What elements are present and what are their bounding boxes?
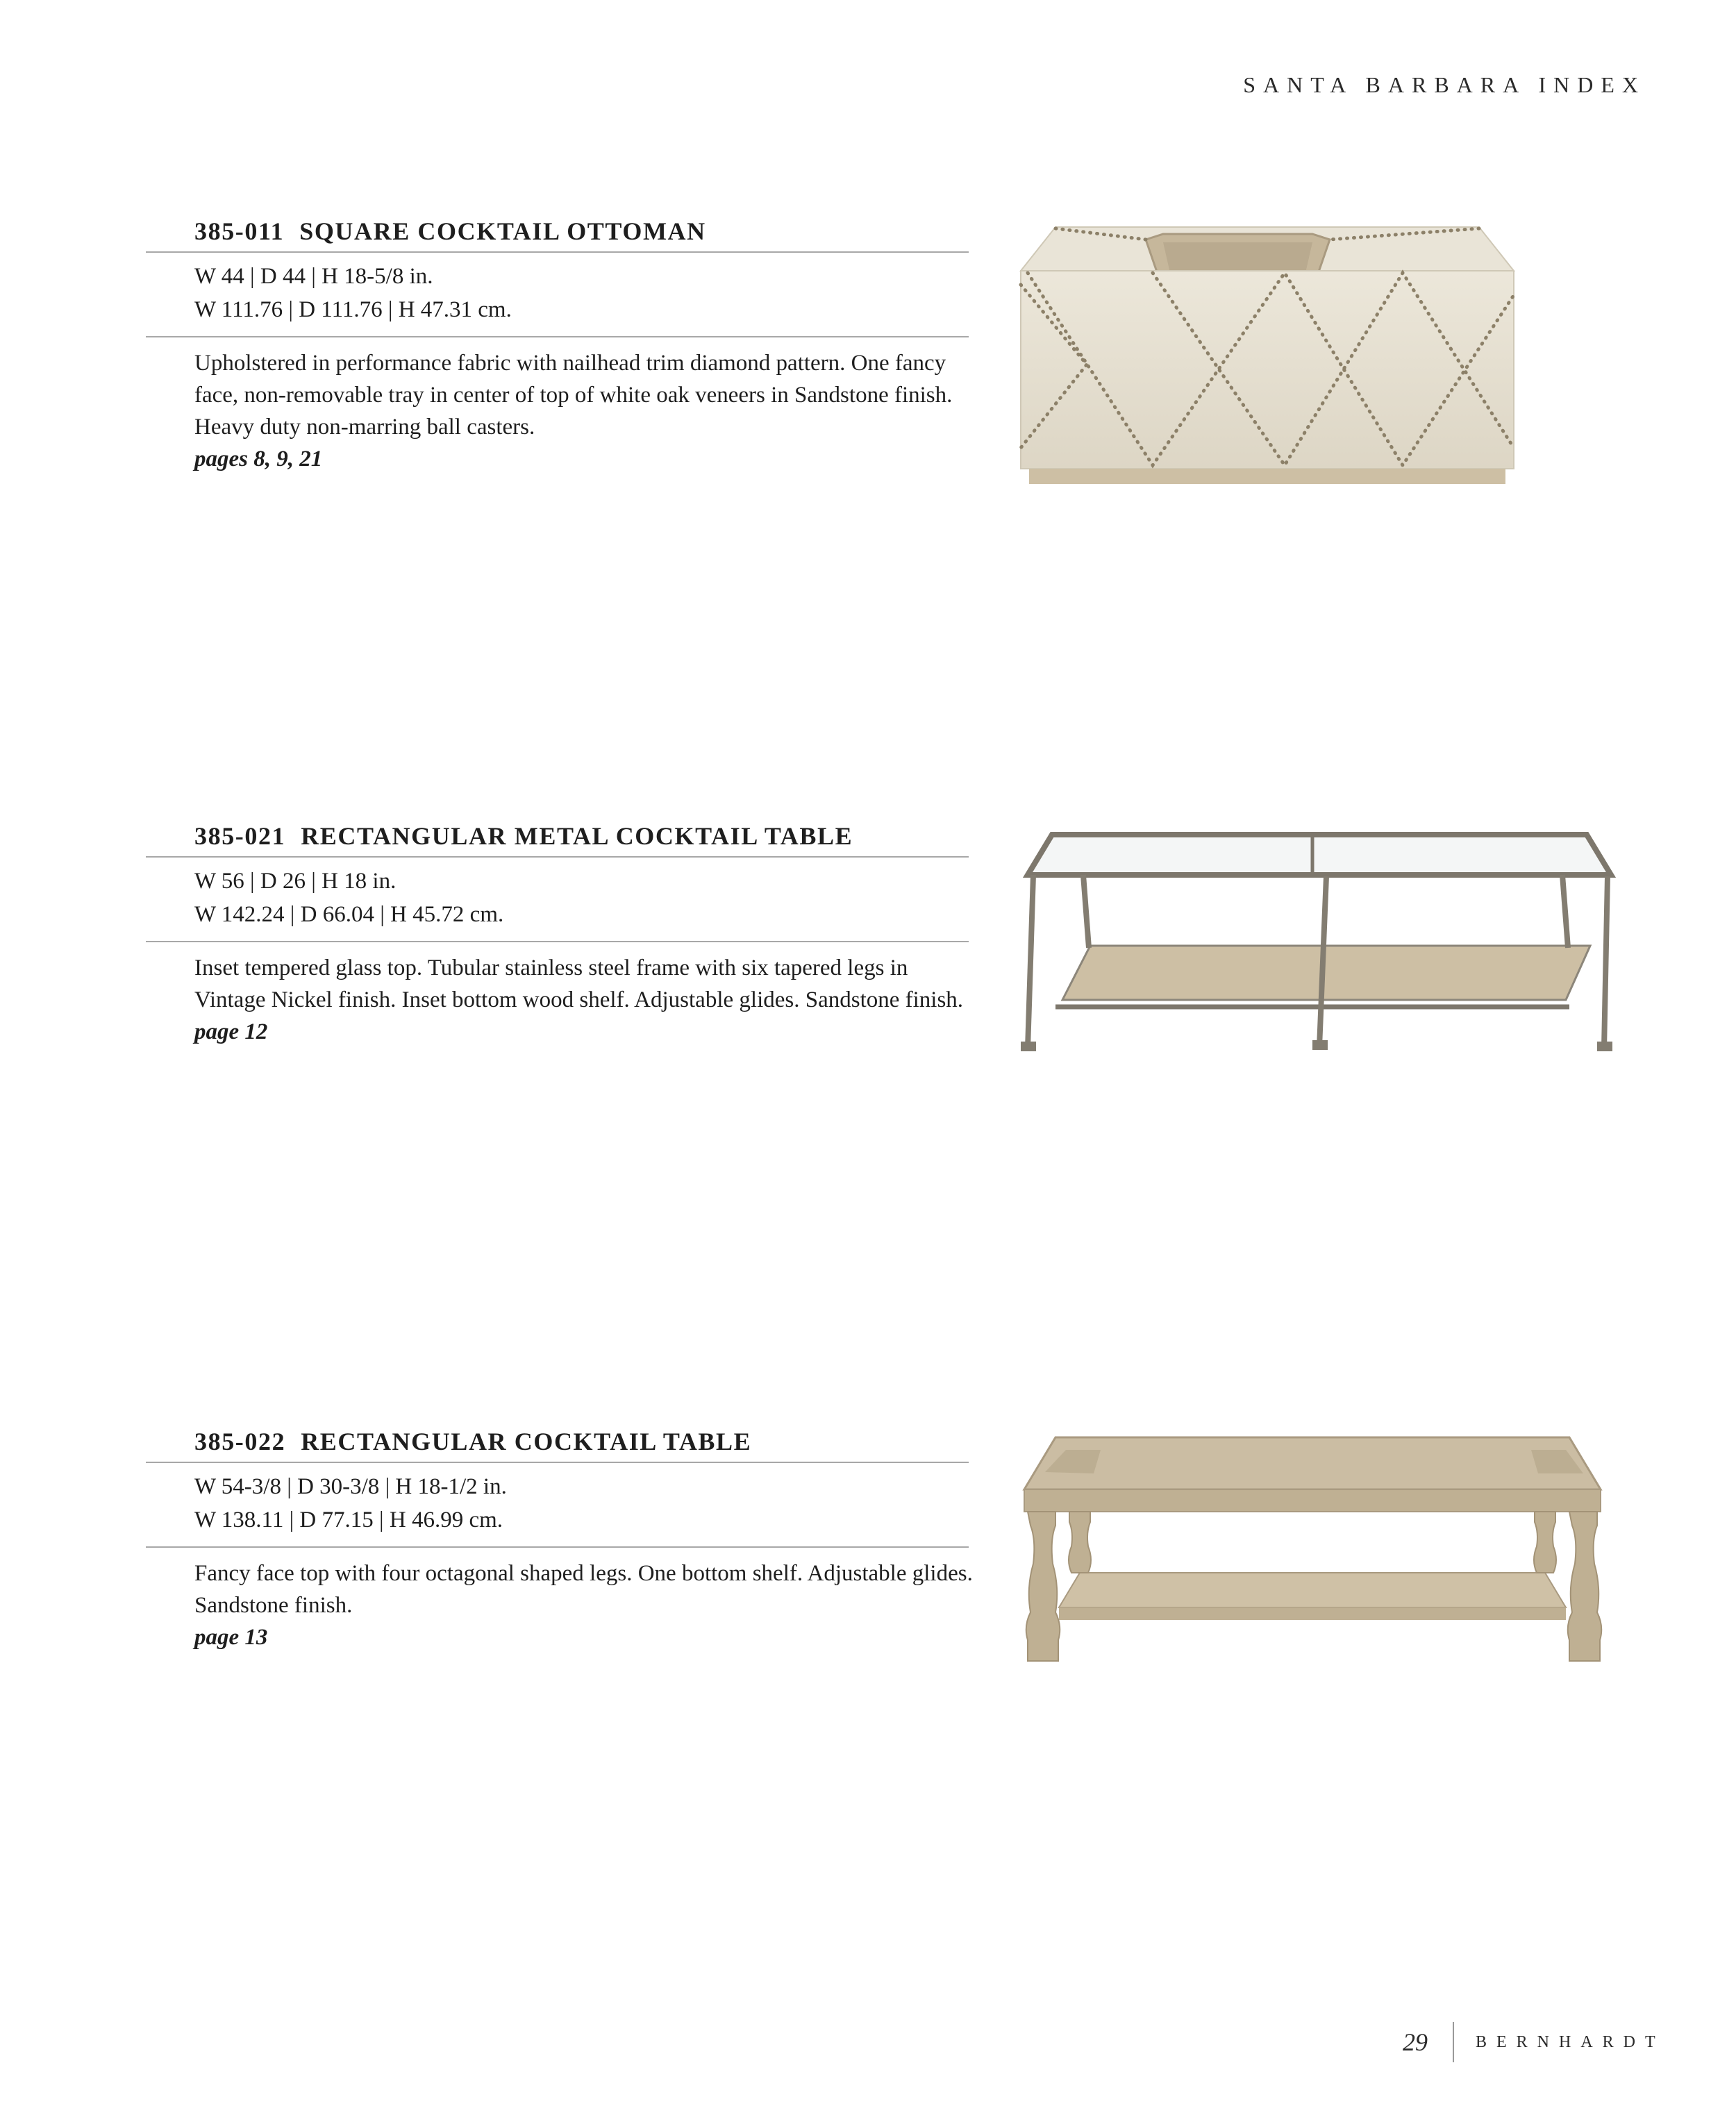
dimensions-inches: W 54-3/8 | D 30-3/8 | H 18-1/2 in. <box>194 1474 507 1499</box>
product-block-metal-table <box>194 821 969 1044</box>
product-title <box>194 821 969 851</box>
product-number: 385-022 <box>194 1428 286 1455</box>
product-description-block <box>194 952 979 1048</box>
product-description: Fancy face top with four octagonal shaped legs. One bottom shelf. Adjustable glides. Sandstone finish. <box>194 1561 973 1618</box>
page-header-title: SANTA BARBARA INDEX <box>1243 72 1646 97</box>
product-title <box>194 217 969 246</box>
brand-name: BERNHARDT <box>1476 2033 1665 2051</box>
dimensions-cm: W 111.76 | D 111.76 | H 47.31 cm. <box>194 297 512 322</box>
title-rule <box>146 856 969 858</box>
title-rule <box>146 1462 969 1463</box>
product-name: RECTANGULAR COCKTAIL TABLE <box>301 1428 752 1455</box>
page-number: 29 <box>1403 2028 1428 2056</box>
ottoman-image <box>1014 219 1521 496</box>
product-number: 385-011 <box>194 217 285 245</box>
footer-divider <box>1453 2022 1454 2062</box>
product-title <box>194 1427 969 1456</box>
product-description: Inset tempered glass top. Tubular stainless steel frame with six tapered legs in Vintage Nickel finish. Inset bottom wood shelf. Adjustable glides. Sandstone finish. <box>194 955 964 1012</box>
dimensions-rule <box>146 1546 969 1548</box>
product-pages: pages 8, 9, 21 <box>194 446 323 471</box>
product-name: SQUARE COCKTAIL OTTOMAN <box>299 217 706 245</box>
title-rule <box>146 251 969 253</box>
product-name: RECTANGULAR METAL COCKTAIL TABLE <box>301 822 853 850</box>
dimensions-rule <box>146 336 969 337</box>
product-pages: page 13 <box>194 1625 268 1650</box>
dimensions-cm: W 138.11 | D 77.15 | H 46.99 cm. <box>194 1507 503 1532</box>
wood-table-image <box>1017 1430 1608 1680</box>
product-block-wood-table <box>194 1427 973 1650</box>
product-description-block <box>194 347 979 475</box>
product-block-ottoman <box>194 217 969 471</box>
dimensions-inches: W 56 | D 26 | H 18 in. <box>194 869 397 894</box>
dimensions-inches: W 44 | D 44 | H 18-5/8 in. <box>194 264 433 289</box>
product-description: Upholstered in performance fabric with nailhead trim diamond pattern. One fancy face, non-removable tray in center of top of white oak veneers in Sandstone finish. Heavy duty non-marring ball casters. <box>194 351 953 440</box>
product-pages: page 12 <box>194 1019 268 1044</box>
dimensions-rule <box>146 941 969 942</box>
metal-table-image <box>1014 826 1625 1062</box>
product-description-block <box>194 1557 979 1653</box>
dimensions-cm: W 142.24 | D 66.04 | H 45.72 cm. <box>194 902 504 927</box>
product-number: 385-021 <box>194 822 286 850</box>
